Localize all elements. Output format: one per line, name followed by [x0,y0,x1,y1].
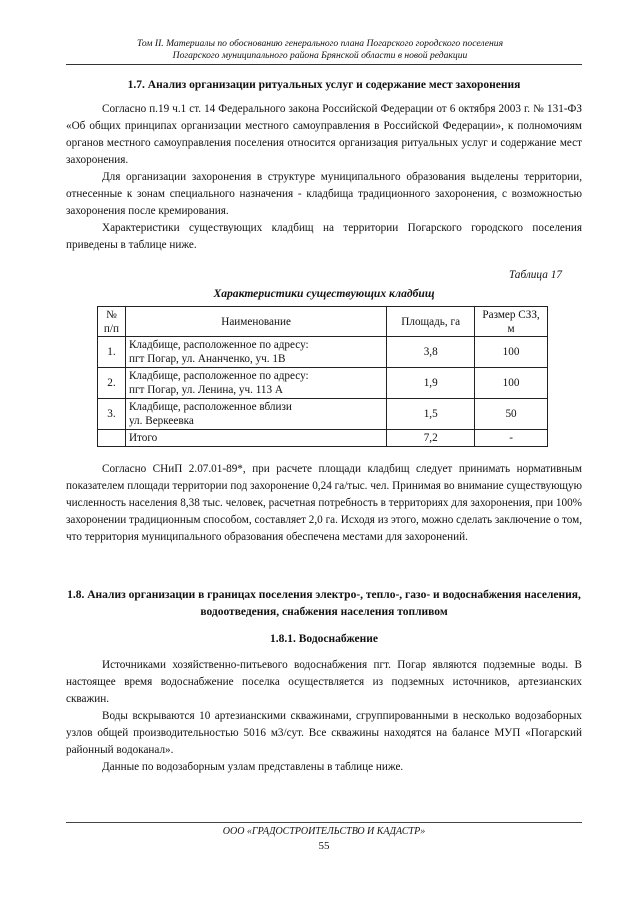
section-1-8-1-title: 1.8.1. Водоснабжение [270,633,378,645]
table-row [98,368,548,399]
section-1-7-title: 1.7. Анализ организации ритуальных услуг и содержание мест захоронения [127,79,521,91]
row-szz: 50 [475,399,548,430]
table-header-row [98,307,548,337]
row-szz: 100 [475,368,548,399]
total-label: Итого [125,430,386,447]
header-szz: Размер СЗЗ, м [475,307,548,337]
section-1-8-1-paragraph-1: Источниками хозяйственно-питьевого водоснабжения пгт. Погар являются подземные воды. В настоящее время водоснабжение поселка осуществляется из подземных источников, артезианских скважин. [66,659,582,705]
row-name-line-2: ул. Веркеевка [128,415,194,427]
total-area: 7,2 [387,430,475,447]
row-name-line-1: Кладбище, расположенное по адресу: [128,370,309,382]
row-name [125,337,386,368]
footer-company: ООО «ГРАДОСТРОИТЕЛЬСТВО И КАДАСТР» [222,826,426,837]
header-rule [66,64,582,65]
page-number: 55 [318,840,330,852]
section-1-8-1-paragraph-3: Данные по водозаборным узлам представлены в таблице ниже. [102,761,404,773]
section-1-7-paragraph-1: Согласно п.19 ч.1 ст. 14 Федерального закона Российской Федерации от 6 октября 2003 г. № 131-ФЗ «Об общих принципах организации местного самоуправления в Российской Федерации», к полномочиям органов местного самоуправления поселения относится организация ритуальных услуг и содержание мест захоронения. [66,103,582,166]
section-1-8-1-paragraph-2: Воды вскрываются 10 артезианскими скважинами, сгруппированными в несколько водозаборных узлов общей производительностью 5016 м3/сут. Все скважины находятся на балансе МУП «Погарский районный водоканал». [66,710,582,756]
section-1-7-paragraph-3: Характеристики существующих кладбищ на территории Погарского городского поселения приведены в таблице ниже. [66,222,582,251]
running-header [60,38,580,62]
row-name-line-1: Кладбище, расположенное по адресу: [128,339,309,351]
row-area: 1,5 [387,399,475,430]
row-name-line-2: пгт Погар, ул. Ленина, уч. 113 А [128,384,283,396]
row-num: 1. [98,337,126,368]
row-szz: 100 [475,337,548,368]
row-name [125,368,386,399]
section-1-8-title: 1.8. Анализ организации в границах поселения электро-, тепло-, газо- и водоснабжения населения, водоотведения, снабжения населения топливом [67,589,581,618]
row-name [125,399,386,430]
table-number: Таблица 17 [508,269,562,281]
table-row [98,337,548,368]
section-1-7-paragraph-2: Для организации захоронения в структуре муниципального образования выделены территории, отнесенные к зонам специального назначения - кладбища традиционного захоронения, с возможностью захоронения после кремирования. [66,171,582,217]
header-name: Наименование [125,307,386,337]
row-area: 3,8 [387,337,475,368]
cemetery-table [97,306,548,447]
row-name-line-2: пгт Погар, ул. Ананченко, уч. 1В [128,353,286,365]
table-title: Характеристики существующих кладбищ [213,287,435,300]
row-name-line-1: Кладбище, расположенное вблизи [128,401,292,413]
row-num: 3. [98,399,126,430]
total-szz: - [475,430,548,447]
section-1-7-paragraph-4: Согласно СНиП 2.07.01-89*, при расчете площади кладбищ следует принимать нормативным показателем площади территории под захоронение 0,24 га/тыс. чел. Принимая во внимание существующую численность населения 8,38 тыс. человек, расчетная потребность в территориях для захоронения, при 100% захоронении традиционным способом, составляет 2,0 га. Исходя из этого, можно сделать заключение о том, что территория муниципального образования обеспечена местами для захоронений. [66,463,582,543]
header-num: № п/п [98,307,126,337]
footer-rule [66,822,582,823]
row-num: 2. [98,368,126,399]
header-line-1: Том II. Материалы по обоснованию генерального плана Погарского городского поселения [136,38,504,49]
row-area: 1,9 [387,368,475,399]
table-row [98,399,548,430]
table-total-row [98,430,548,447]
header-area: Площадь, га [387,307,475,337]
header-line-2: Погарского муниципального района Брянской области в новой редакции [172,50,468,61]
total-num [98,430,126,447]
